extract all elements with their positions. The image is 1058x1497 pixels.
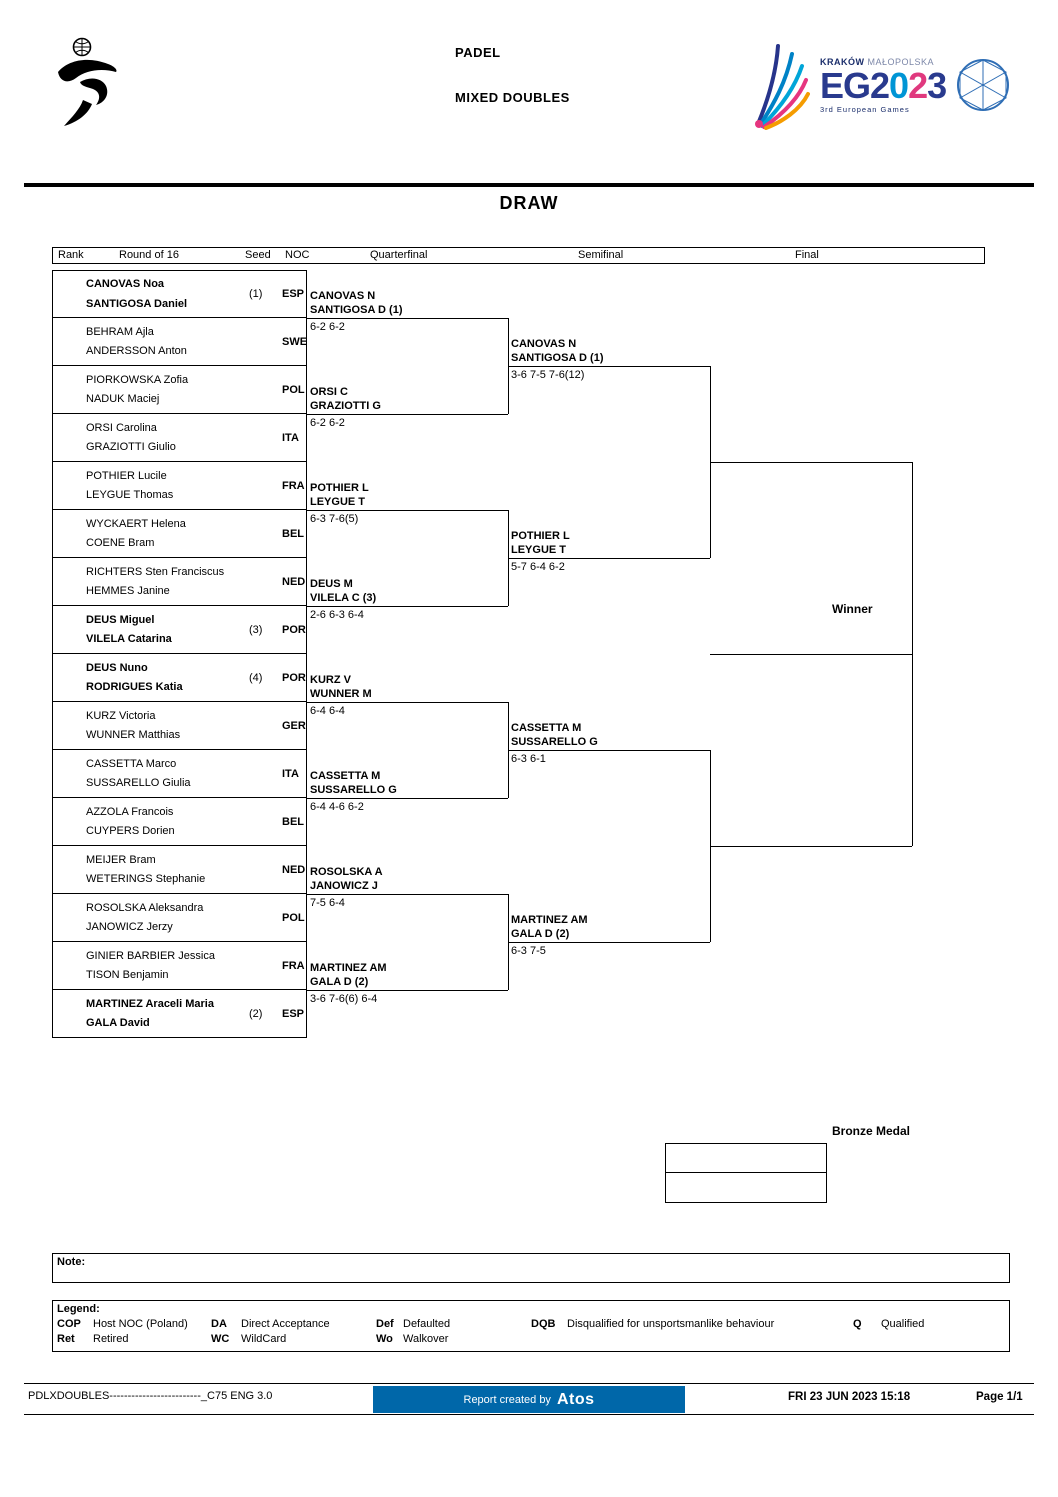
seed-number: (4)	[249, 671, 263, 684]
player1-name: MARTINEZ Araceli Maria	[86, 997, 214, 1010]
team-names	[86, 462, 173, 509]
legend-text: Defaulted	[403, 1318, 451, 1330]
noc-code: ESP	[282, 288, 305, 300]
noc-code: ESP	[282, 1007, 305, 1020]
bronze-slot-1	[666, 1144, 826, 1173]
team-names	[86, 702, 180, 749]
match-score: 3-6 7-6(6) 6-4	[310, 993, 378, 1005]
report-datetime: FRI 23 JUN 2023 15:18	[788, 1391, 911, 1403]
player2-name: GALA David	[86, 1017, 150, 1030]
legend-text: Direct Acceptance	[241, 1318, 330, 1330]
team-names	[86, 798, 175, 845]
player1-name: MEIJER Bram	[86, 853, 156, 866]
r16-team-box	[52, 990, 307, 1038]
advancing-player2: SUSSARELLO G	[511, 736, 598, 748]
r16-team-box	[52, 894, 307, 942]
player1-name: PIORKOWSKA Zofia	[86, 373, 189, 386]
advancing-player2: SANTIGOSA D (1)	[310, 304, 403, 316]
player1-name: KURZ Victoria	[86, 709, 156, 722]
match-score: 6-2 6-2	[310, 417, 345, 429]
advancing-player1: MARTINEZ AM	[310, 962, 387, 974]
quarterfinal-entry	[310, 481, 506, 525]
noc-code: FRA	[282, 479, 305, 492]
player2-name: JANOWICZ Jerzy	[86, 921, 173, 934]
r16-team-box	[52, 462, 307, 510]
player2-name: COENE Bram	[86, 537, 155, 550]
player1-name: WYCKAERT Helena	[86, 517, 186, 530]
legend-text: Retired	[93, 1333, 129, 1345]
player2-name: TISON Benjamin	[86, 969, 169, 982]
match-score: 6-4 4-6 6-2	[310, 801, 364, 813]
document-code: PDLXDOUBLES-------------------------_C75 ENG 3.0	[28, 1390, 273, 1402]
team-names	[86, 894, 203, 941]
legend-text: Walkover	[403, 1333, 449, 1345]
advancing-player1: DEUS M	[310, 578, 353, 590]
legend-box	[52, 1300, 1010, 1352]
team-names	[86, 318, 187, 365]
seed-number: (3)	[249, 623, 263, 636]
legend-text: Host NOC (Poland)	[93, 1318, 188, 1330]
team-names	[86, 366, 188, 413]
semifinal-entry	[511, 913, 707, 957]
noc-code: FRA	[282, 959, 305, 972]
r16-team-box	[52, 366, 307, 414]
player2-name: VILELA Catarina	[86, 633, 172, 646]
footer-divider-top	[24, 1383, 1034, 1384]
col-quarterfinal: Quarterfinal	[370, 249, 428, 261]
r16-team-box	[52, 798, 307, 846]
r16-team-box	[52, 702, 307, 750]
player2-name: ANDERSSON Anton	[86, 345, 187, 358]
semifinal-entry	[511, 721, 707, 765]
bronze-medal-box	[665, 1143, 827, 1203]
advancing-player2: JANOWICZ J	[310, 880, 378, 892]
noc-code: NED	[282, 863, 306, 876]
r16-team-box	[52, 750, 307, 798]
player2-name: SANTIGOSA Daniel	[86, 297, 188, 310]
r16-team-box	[52, 558, 307, 606]
advancing-player1: CANOVAS N	[511, 338, 577, 350]
player2-name: WUNNER Matthias	[86, 729, 181, 742]
page-number: Page 1/1	[976, 1391, 1023, 1403]
quarterfinal-entry	[310, 385, 506, 429]
note-label: Note:	[57, 1256, 86, 1268]
seed-number: (2)	[249, 1007, 263, 1020]
col-noc: NOC	[285, 249, 310, 261]
noc-code: POR	[282, 623, 306, 636]
page-title: DRAW	[499, 193, 559, 213]
player2-name: LEYGUE Thomas	[86, 489, 174, 502]
team-names	[86, 510, 186, 557]
r16-team-box	[52, 846, 307, 894]
quarterfinal-entry	[310, 673, 506, 717]
team-names	[86, 846, 205, 893]
player2-name: SUSSARELLO Giulia	[86, 777, 191, 790]
legend-title: Legend:	[57, 1303, 100, 1315]
player2-name: WETERINGS Stephanie	[86, 873, 206, 886]
advancing-player1: CASSETTA M	[310, 770, 381, 782]
r16-team-box	[52, 942, 307, 990]
note-box	[52, 1253, 1010, 1283]
player2-name: RODRIGUES Katia	[86, 681, 183, 694]
player1-name: CASSETTA Marco	[86, 757, 177, 770]
advancing-player2: GALA D (2)	[310, 976, 369, 988]
col-semifinal: Semifinal	[578, 249, 624, 261]
legend-abbr: DQB	[531, 1318, 556, 1330]
noc-code: BEL	[282, 527, 304, 540]
advancing-player2: LEYGUE T	[310, 496, 366, 508]
team-names	[86, 942, 215, 989]
match-score: 6-2 6-2	[310, 321, 345, 333]
krakow-label: KRAKÓW	[820, 56, 865, 67]
noc-code: GER	[282, 719, 306, 732]
advancing-player1: ROSOLSKA A	[310, 866, 383, 878]
match-score: 5-7 6-4 6-2	[511, 561, 565, 573]
advancing-player1: CANOVAS N	[310, 290, 376, 302]
report-credit-bar	[373, 1386, 685, 1413]
match-score: 6-4 6-4	[310, 705, 345, 717]
semifinal-entry	[511, 529, 707, 573]
malopolska-label: MAŁOPOLSKA	[867, 56, 935, 67]
semifinal-entry	[511, 337, 707, 381]
bronze-medal-label: Bronze Medal	[832, 1124, 911, 1138]
advancing-player2: GRAZIOTTI G	[310, 400, 381, 412]
team-names	[86, 558, 224, 605]
noc-code: POL	[282, 383, 305, 396]
quarterfinal-entry	[310, 577, 506, 621]
seed-number: (1)	[249, 288, 263, 300]
legend-abbr: COP	[57, 1318, 81, 1330]
match-score: 6-3 7-6(5)	[310, 513, 359, 525]
match-score: 3-6 7-5 7-6(12)	[511, 369, 585, 381]
player1-name: ORSI Carolina	[86, 421, 157, 434]
advancing-player2: WUNNER M	[310, 688, 372, 700]
match-score: 6-3 7-5	[511, 945, 546, 957]
footer-divider-bottom	[24, 1414, 1034, 1415]
quarterfinal-entry	[310, 865, 506, 909]
advancing-player1: MARTINEZ AM	[511, 914, 588, 926]
advancing-player2: VILELA C (3)	[310, 592, 377, 604]
advancing-player1: POTHIER L	[511, 530, 570, 542]
col-rank: Rank	[58, 249, 84, 261]
advancing-player1: CASSETTA M	[511, 722, 582, 734]
quarterfinal-entry	[310, 289, 506, 333]
atos-logo: Atos	[556, 1390, 595, 1408]
quarterfinal-entry	[310, 961, 506, 1005]
eg2023-wordmark: KRAKÓW MAŁOPOLSKA EG2023 3rd European Games	[820, 56, 947, 114]
player1-name: DEUS Miguel	[86, 613, 155, 626]
r16-team-box	[52, 606, 307, 654]
legend-abbr: WC	[211, 1333, 230, 1345]
noc-code: ITA	[282, 431, 299, 444]
advancing-player2: SANTIGOSA D (1)	[511, 352, 604, 364]
report-credit-text: Report created by	[463, 1393, 551, 1406]
legend-abbr: Wo	[376, 1333, 393, 1345]
r16-team-box	[52, 270, 307, 318]
sport-title: PADEL	[455, 45, 501, 60]
player1-name: BEHRAM Ajla	[86, 325, 154, 338]
match-score: 2-6 6-3 6-4	[310, 609, 364, 621]
player2-name: GRAZIOTTI Giulio	[86, 441, 176, 454]
advancing-player1: POTHIER L	[310, 482, 369, 494]
games-subtitle: 3rd European Games	[820, 104, 910, 114]
col-final: Final	[795, 249, 819, 261]
advancing-player2: SUSSARELLO G	[310, 784, 397, 796]
quarterfinal-entry	[310, 769, 506, 813]
legend-text: Disqualified for unsportsmanlike behaviour	[567, 1318, 775, 1330]
noc-code: NED	[282, 575, 306, 588]
team-names	[86, 990, 214, 1037]
legend-abbr: Def	[376, 1318, 394, 1330]
player2-name: NADUK Maciej	[86, 393, 160, 406]
team-names	[86, 750, 191, 797]
event-title: MIXED DOUBLES	[455, 90, 570, 105]
legend-text: WildCard	[241, 1333, 287, 1345]
advancing-player2: LEYGUE T	[511, 544, 567, 556]
advancing-player1: KURZ V	[310, 674, 351, 686]
player1-name: POTHIER Lucile	[86, 469, 167, 482]
winner-label: Winner	[832, 602, 873, 616]
noc-code: POR	[282, 671, 306, 684]
player1-name: RICHTERS Sten Franciscus	[86, 565, 225, 578]
team-names	[86, 654, 183, 701]
noc-code: POL	[282, 911, 305, 924]
legend-abbr: DA	[211, 1318, 227, 1330]
player1-name: ROSOLSKA Aleksandra	[86, 901, 204, 914]
player1-name: GINIER BARBIER Jessica	[86, 949, 215, 962]
advancing-player1: ORSI C	[310, 386, 348, 398]
player1-name: CANOVAS Noa	[86, 278, 165, 291]
r16-team-box	[52, 510, 307, 558]
r16-team-box	[52, 318, 307, 366]
advancing-player2: GALA D (2)	[511, 928, 570, 940]
legend-text: Qualified	[881, 1318, 925, 1330]
col-seed: Seed	[245, 249, 271, 261]
r16-team-box	[52, 654, 307, 702]
team-names	[86, 271, 187, 317]
legend-abbr: Q	[853, 1318, 862, 1330]
noc-code: SWE	[282, 335, 308, 348]
match-score: 6-3 6-1	[511, 753, 546, 765]
team-names	[86, 414, 176, 461]
r16-team-box	[52, 414, 307, 462]
noc-code: BEL	[282, 815, 304, 828]
player2-name: CUYPERS Dorien	[86, 825, 175, 838]
bronze-slot-2	[666, 1173, 826, 1202]
match-score: 7-5 6-4	[310, 897, 345, 909]
col-round-of-16: Round of 16	[119, 249, 179, 261]
player1-name: DEUS Nuno	[86, 661, 148, 674]
eg-label: EG	[820, 64, 871, 106]
team-names	[86, 606, 172, 653]
player1-name: AZZOLA Francois	[86, 805, 174, 818]
legend-abbr: Ret	[57, 1333, 75, 1345]
noc-code: ITA	[282, 767, 299, 780]
player2-name: HEMMES Janine	[86, 585, 170, 598]
